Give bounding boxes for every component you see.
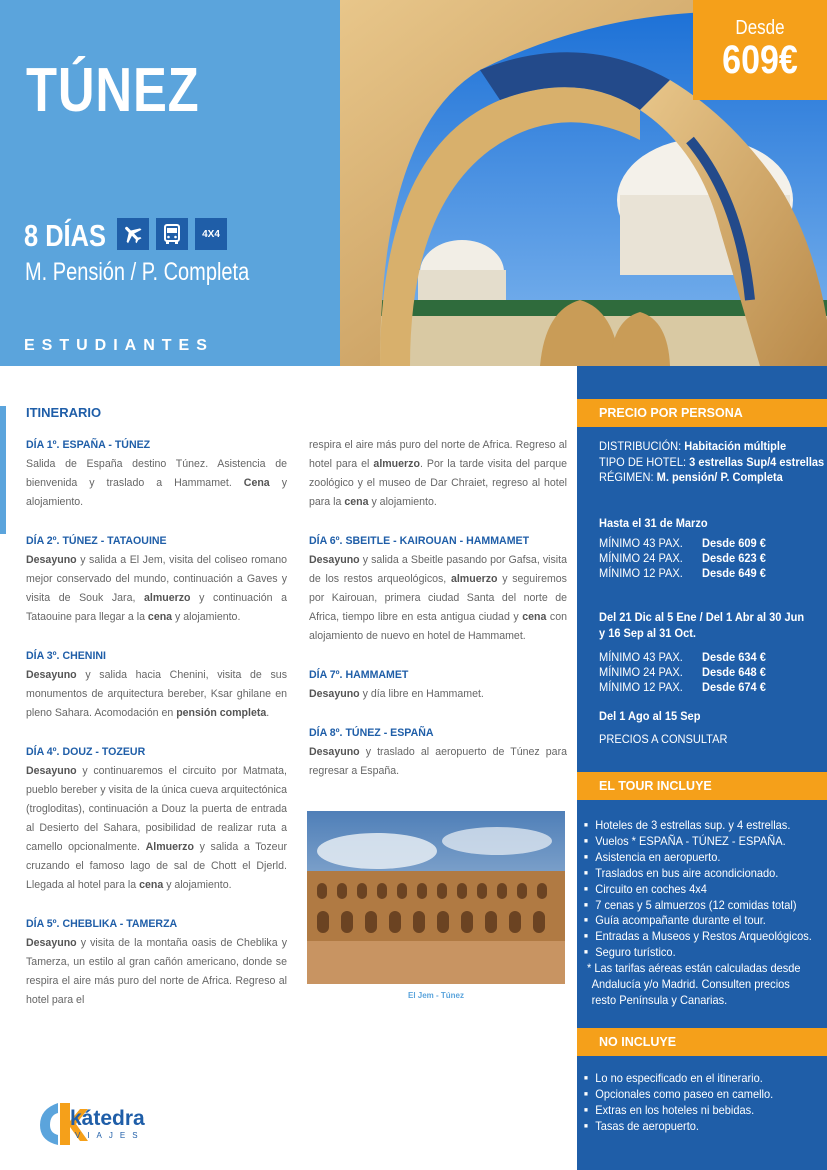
- hotel-type-line: TIPO DE HOTEL: 3 estrellas Sup/4 estrellas: [599, 455, 825, 469]
- excludes-list: [584, 1071, 773, 1135]
- list-item: ■ Vuelos * ESPAÑA - TÚNEZ - ESPAÑA.: [584, 834, 812, 850]
- price-row: MÍNIMO 43 PAX. Desde 634 €: [599, 650, 766, 664]
- day-7-text: Desayuno y día libre en Hammamet.: [309, 688, 484, 700]
- regime-subtitle: M. Pensión / P. Completa: [25, 258, 250, 286]
- period-3-note: PRECIOS A CONSULTAR: [599, 732, 728, 746]
- period-1-prices: [599, 536, 766, 581]
- photo-caption: El Jem - Túnez: [407, 991, 464, 1000]
- day-1-text: Salida de España destino Túnez. Asistencia de bienvenida y traslado a Hammamet. Cena y alojamiento.: [26, 458, 287, 508]
- price-row: MÍNIMO 24 PAX. Desde 623 €: [599, 551, 766, 565]
- list-item: ■ Tasas de aeropuerto.: [584, 1119, 773, 1135]
- el-jem-photo: [307, 811, 565, 984]
- day-6-heading: DÍA 6º. SBEITLE - KAIROUAN - HAMMAMET: [309, 535, 530, 547]
- includes-list: [584, 818, 812, 961]
- bus-icon: [156, 218, 188, 250]
- itinerary-title: ITINERARIO: [26, 405, 102, 420]
- price-row: MÍNIMO 43 PAX. Desde 609 €: [599, 536, 766, 550]
- day-4-text: Desayuno y continuaremos el circuito por Matmata, pueblo bereber y visita de la única cueva arquitectónica (trogloditas), continuación a Douz la puerta de entrada al Desierto del Sahara, posibilidad de realizar ruta a camello opcionalmente. Almuerzo y salida a Tozeur cruzando el famoso lago de sal de Chott el Djerld. Llegada al hotel para la cena y alojamiento.: [26, 765, 287, 891]
- day-1-heading: DÍA 1º. ESPAÑA - TÚNEZ: [26, 439, 151, 451]
- includes-section-header: EL TOUR INCLUYE: [577, 772, 827, 800]
- list-item: ■ Seguro turístico.: [584, 945, 812, 961]
- price-row: MÍNIMO 24 PAX. Desde 648 €: [599, 665, 766, 679]
- destination-title: TÚNEZ: [26, 56, 200, 125]
- audience-label: ESTUDIANTES: [24, 337, 214, 354]
- list-item: ■ Hoteles de 3 estrellas sup. y 4 estrellas.: [584, 818, 812, 834]
- period-1-title: Hasta el 31 de Marzo: [599, 516, 708, 530]
- day-5-continued: respira el aire más puro del norte de Africa. Regreso al hotel para el almuerzo. Por la tarde visita del parque zoológico y el museo de Dar Chraiet, regreso al hotel para la cena y alojamiento.: [309, 439, 567, 508]
- list-item: ■ Opcionales como paseo en camello.: [584, 1087, 773, 1103]
- regime-line: RÉGIMEN: M. pensión/ P. Completa: [599, 470, 783, 484]
- list-item: ■ Guía acompañante durante el tour.: [584, 913, 812, 929]
- period-2-prices: [599, 650, 766, 695]
- airplane-icon: [117, 218, 149, 250]
- day-8-heading: DÍA 8º. TÚNEZ - ESPAÑA: [309, 727, 434, 739]
- excludes-section-header: NO INCLUYE: [577, 1028, 827, 1056]
- day-4-heading: DÍA 4º. DOUZ - TOZEUR: [26, 746, 146, 758]
- period-3-title: Del 1 Ago al 15 Sep: [599, 709, 701, 723]
- day-5-text: Desayuno y visita de la montaña oasis de Cheblika y Tamerza, un estilo al gran cañón americano, donde se respira el aire más puro del norte de Africa. Regreso al hotel para el: [26, 937, 287, 1006]
- distribution-line: DISTRIBUCIÓN: Habitación múltiple: [599, 439, 787, 453]
- price-badge: [693, 0, 827, 100]
- itinerary-column-1: [26, 436, 287, 1006]
- price-row: MÍNIMO 12 PAX. Desde 649 €: [599, 566, 766, 580]
- period-2-title: Del 21 Dic al 5 Ene / Del 1 Abr al 30 Jun y 16 Sep al 31 Oct.: [599, 610, 805, 640]
- price-row: MÍNIMO 12 PAX. Desde 674 €: [599, 680, 766, 694]
- trip-duration: 8 DÍAS: [24, 218, 106, 253]
- list-item: ■ Circuito en coches 4x4: [584, 882, 812, 898]
- transport-icons: [117, 218, 227, 250]
- list-item: ■ 7 cenas y 5 almuerzos (12 comidas total): [584, 898, 812, 914]
- day-6-text: Desayuno y salida a Sbeitle pasando por Gafsa, visita de los restos arqueológicos, almuerzo y seguiremos por Kairouan, primera ciudad Santa del norte de Africa, tiempo libre en esta antigua ciudad y cena con alojamiento de nuevo en hotel de Hammamet.: [309, 554, 567, 642]
- 4x4-icon: 4X4: [195, 218, 227, 250]
- list-item: ■ Entradas a Museos y Restos Arqueológicos.: [584, 929, 812, 945]
- day-8-text: Desayuno y traslado al aeropuerto de Túnez para regresar a España.: [309, 746, 567, 777]
- day-3-text: Desayuno y salida hacia Chenini, visita de sus monumentos de arquitectura bereber, Ksar ghilane en pleno Sahara. Acomodación en pensión completa.: [26, 669, 287, 719]
- price-from-label: Desde: [735, 17, 785, 39]
- section-accent: [0, 406, 6, 534]
- list-item: ■ Lo no especificado en el itinerario.: [584, 1071, 773, 1087]
- day-2-text: Desayuno y salida a El Jem, visita del coliseo romano mejor conservado del mundo, continuación a Gaves y visita de Souk Jara, almuerzo y continuación a Tataouine para llegar a la cena y alojamiento.: [26, 554, 287, 623]
- day-3-heading: DÍA 3º. CHENINI: [26, 650, 106, 662]
- logo-wordmark: kátedra: [70, 1107, 145, 1130]
- day-5-heading: DÍA 5º. CHEBLIKA - TAMERZA: [26, 918, 178, 930]
- list-item: ■ Asistencia en aeropuerto.: [584, 850, 812, 866]
- price-from-value: 609€: [722, 38, 798, 82]
- list-item: ■ Traslados en bus aire acondicionado.: [584, 866, 812, 882]
- airfare-note: * Las tarifas aéreas están calculadas desde Andalucía y/o Madrid. Consulten precios resto Península y Canarias.: [587, 961, 801, 1007]
- list-item: ■ Extras en los hoteles ni bebidas.: [584, 1103, 773, 1119]
- price-section-header: PRECIO POR PERSONA: [577, 399, 827, 427]
- itinerary-column-2: [309, 436, 567, 801]
- day-7-heading: DÍA 7º. HAMMAMET: [309, 669, 409, 681]
- logo-subtitle: VIAJES: [75, 1131, 145, 1140]
- day-2-heading: DÍA 2º. TÚNEZ - TATAOUINE: [26, 535, 167, 547]
